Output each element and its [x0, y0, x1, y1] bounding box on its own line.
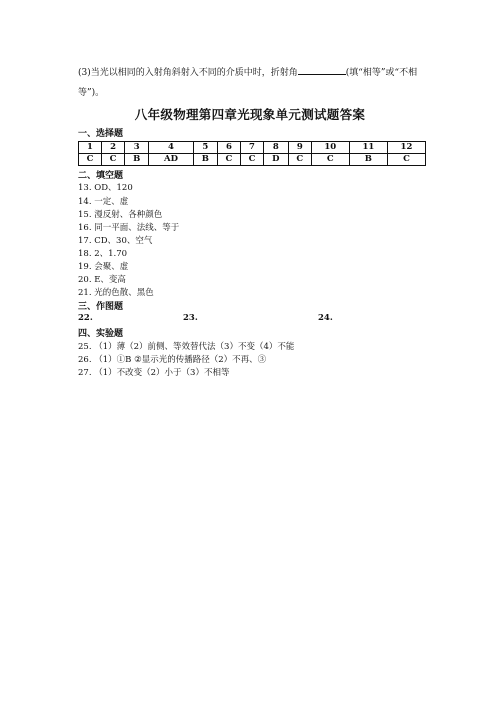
question-number: 4 — [149, 142, 193, 154]
choice-answer: B — [125, 154, 149, 166]
question-number: 2 — [102, 142, 125, 154]
section-heading-drawing: 三、作图题 — [78, 302, 124, 312]
question-number: 3 — [125, 142, 149, 154]
choice-answer-table — [78, 141, 426, 166]
question-number: 1 — [79, 142, 102, 154]
intro-line-1 — [78, 63, 428, 83]
question-number: 6 — [217, 142, 240, 154]
choice-answer: C — [79, 154, 102, 166]
choice-answer: B — [193, 154, 217, 166]
experiment-answer-27: 27. （1）不改变（2）小于（3）不相等 — [78, 368, 230, 378]
drawing-item-24: 24. — [318, 313, 333, 323]
page-title: 八年级物理第四章光现象单元测试题答案 — [134, 107, 366, 122]
question-number: 5 — [193, 142, 217, 154]
intro-text-after-blank: (填“相等”或“不相 — [345, 68, 418, 78]
answer-row — [79, 154, 426, 166]
fill-answer-15: 15. 漫反射、各种颜色 — [78, 210, 163, 220]
section-heading-fill: 二、填空题 — [78, 171, 124, 181]
fill-answer-17: 17. CD、30、空气 — [78, 236, 153, 246]
fill-answer-14: 14. 一定、虚 — [78, 197, 129, 207]
drawing-item-22: 22. — [78, 313, 93, 323]
question-continuation — [78, 63, 428, 103]
choice-answer: B — [349, 154, 387, 166]
question-number: 8 — [263, 142, 288, 154]
choice-answer: C — [288, 154, 311, 166]
drawing-item-23: 23. — [183, 313, 198, 323]
section-heading-choice: 一、选择题 — [78, 129, 124, 139]
choice-answer: C — [311, 154, 349, 166]
choice-answer: C — [240, 154, 263, 166]
choice-answer: D — [263, 154, 288, 166]
choice-answer: C — [102, 154, 125, 166]
section-heading-experiment: 四、实验题 — [78, 329, 124, 339]
choice-answer: AD — [149, 154, 193, 166]
question-number: 11 — [349, 142, 387, 154]
fill-answer-13: 13. OD、120 — [78, 183, 133, 193]
fill-answer-18: 18. 2、1.70 — [78, 249, 128, 259]
fill-answer-19: 19. 会聚、虚 — [78, 262, 129, 272]
fill-answer-21: 21. 光的色散、黑色 — [78, 288, 154, 298]
question-number-row — [79, 142, 426, 154]
fill-answer-20: 20. E、变高 — [78, 275, 126, 285]
question-number: 12 — [387, 142, 425, 154]
question-number: 7 — [240, 142, 263, 154]
question-number: 10 — [311, 142, 349, 154]
question-number: 9 — [288, 142, 311, 154]
choice-answer: C — [387, 154, 425, 166]
intro-text-before-blank: (3)当光以相同的入射角斜射入不同的介质中时，折射角 — [78, 68, 298, 78]
intro-line-2: 等”)。 — [78, 88, 105, 98]
choice-answer: C — [217, 154, 240, 166]
fill-answer-16: 16. 同一平面、法线、等于 — [78, 223, 180, 233]
experiment-answer-26: 26. （1）①B ②显示光的传播路径（2）不再、③ — [78, 355, 267, 365]
experiment-answer-25: 25. （1）薄（2）前侧、等效替代法（3）不变（4）不能 — [78, 342, 295, 352]
answer-blank — [298, 65, 346, 75]
